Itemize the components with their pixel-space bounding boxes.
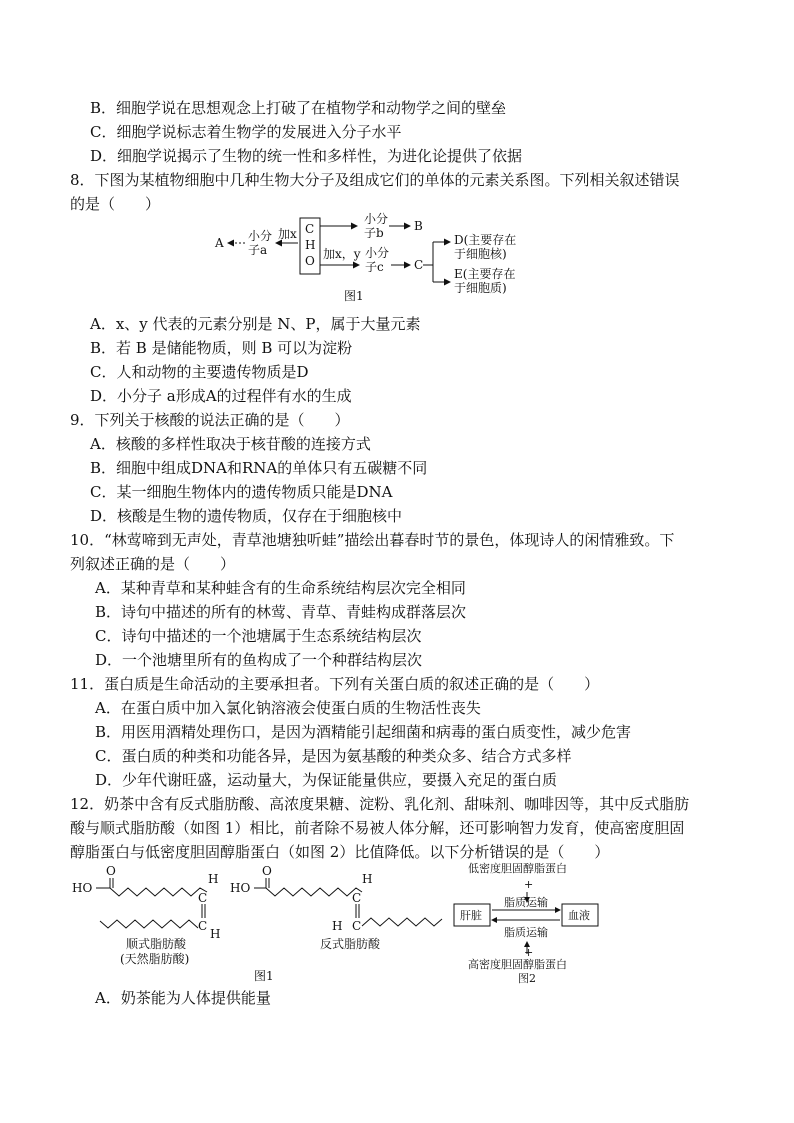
- q12-ldl-label: 低密度胆固醇脂蛋白: [468, 862, 567, 875]
- q8-small-a-1: 小分: [248, 229, 273, 243]
- q12-trans-C2: C: [352, 919, 362, 933]
- q12-fatty-acid-figure: [70, 866, 450, 984]
- q12-trans-H1: H: [362, 872, 373, 886]
- q12-plus-bottom: +: [524, 946, 534, 959]
- q8-label-D-1: D(主要存在: [454, 233, 517, 247]
- q12-liver-label: 肝脏: [460, 909, 482, 922]
- q11-option-c: C．蛋白质的种类和功能各异，是因为氨基酸的种类众多、结合方式多样: [95, 747, 572, 765]
- q8-small-a-2: 子a: [248, 243, 268, 257]
- q8-label-A: A: [215, 236, 224, 250]
- q8-option-c: C．人和动物的主要遗传物质是D: [90, 363, 309, 381]
- q8-H: H: [305, 238, 316, 252]
- q8-O: O: [305, 254, 315, 268]
- q8-add-xy: 加x，y: [323, 247, 361, 261]
- q12-hdl-label: 高密度胆固醇脂蛋白: [468, 958, 567, 971]
- q8-option-b: B．若 B 是储能物质，则 B 可以为淀粉: [90, 339, 353, 357]
- q8-option-d: D．小分子 a形成A的过程伴有水的生成: [90, 387, 352, 405]
- q10-option-b: B．诗句中描述的所有的林莺、青草、青蛙构成群落层次: [95, 603, 467, 621]
- q10-option-a: A．某种青草和某种蛙含有的生命系统结构层次完全相同: [95, 579, 466, 597]
- q12-cis-HO: HO: [72, 881, 93, 895]
- q9-option-c: C．某一细胞生物体内的遗传物质只能是DNA: [90, 483, 393, 501]
- q9-option-b: B．细胞中组成DNA和RNA的单体只有五碳糖不同: [90, 459, 428, 477]
- q12-cis-label-1: 顺式脂肪酸: [126, 937, 187, 951]
- q8-label-C: C: [414, 258, 424, 272]
- q10-stem-line1: 10．“林莺啼到无声处，青草池塘独听蛙”描绘出暮春时节的景色，体现诗人的闲情雅致。下: [70, 531, 675, 549]
- q8-label-B: B: [414, 219, 423, 233]
- q8-small-b-1: 小分: [364, 212, 389, 226]
- q8-add-x: 加x: [278, 227, 297, 241]
- q8-figure-caption: 图1: [344, 289, 364, 303]
- q12-lipid-transport-top: 脂质运输: [504, 896, 548, 909]
- q7-option-c: C．细胞学说标志着生物学的发展进入分子水平: [90, 123, 402, 141]
- q9-option-d: D．核酸是生物的遗传物质，仅存在于细胞核中: [90, 507, 403, 525]
- q8-stem-line1: 8．下图为某植物细胞中几种生物大分子及组成它们的单体的元素关系图。下列相关叙述错误: [70, 171, 680, 189]
- q12-trans-H2: H: [332, 919, 343, 933]
- q12-stem-line1: 12．奶茶中含有反式脂肪酸、高浓度果糖、淀粉、乳化剂、甜味剂、咖啡因等，其中反式脂肪: [70, 795, 690, 813]
- q12-cis-O: O: [106, 866, 116, 878]
- q8-label-D-2: 于细胞核): [454, 247, 507, 261]
- q10-option-c: C．诗句中描述的一个池塘属于生态系统结构层次: [95, 627, 422, 645]
- q8-label-E-2: 于细胞质): [454, 281, 507, 295]
- q12-option-a: A．奶茶能为人体提供能量: [95, 989, 271, 1007]
- q12-cis-H2: H: [210, 927, 221, 941]
- q8-option-a: A．x、y 代表的元素分别是 N、P，属于大量元素: [90, 315, 421, 333]
- q9-option-a: A．核酸的多样性取决于核苷酸的连接方式: [90, 435, 371, 453]
- q12-cis-chain-upper: [110, 888, 207, 896]
- q10-stem-line2: 列叙述正确的是（ ）: [70, 555, 236, 573]
- q8-label-E-1: E(主要存在: [454, 267, 516, 281]
- q8-small-c-1: 小分: [365, 246, 390, 260]
- q8-small-c-2: 子c: [365, 260, 384, 274]
- q10-option-d: D．一个池塘里所有的鱼构成了一个种群结构层次: [95, 651, 423, 669]
- q12-trans-HO: HO: [230, 881, 251, 895]
- q8-element-relationship-diagram: [210, 212, 550, 307]
- q9-stem: 9．下列关于核酸的说法正确的是（ ）: [70, 411, 350, 429]
- q11-option-a: A．在蛋白质中加入氯化钠溶液会使蛋白质的生物活性丧失: [95, 699, 481, 717]
- q12-fig2-caption: 图2: [518, 972, 536, 985]
- q12-lipid-transport-bottom: 脂质运输: [504, 926, 548, 939]
- q8-stem-line2: 的是（ ）: [70, 195, 161, 213]
- q8-small-b-2: 子b: [364, 226, 384, 240]
- q11-stem: 11．蛋白质是生命活动的主要承担者。下列有关蛋白质的叙述正确的是（ ）: [70, 675, 600, 693]
- q12-blood-label: 血液: [568, 909, 590, 922]
- q12-cis-chain-lower: [100, 920, 198, 928]
- q12-trans-label: 反式脂肪酸: [320, 937, 381, 951]
- q12-trans-C1: C: [352, 891, 362, 905]
- q12-plus-top: +: [524, 878, 534, 891]
- q12-cis-C2: C: [198, 919, 208, 933]
- q11-option-b: B．用医用酒精处理伤口，是因为酒精能引起细菌和病毒的蛋白质变性，减少危害: [95, 723, 632, 741]
- q12-trans-chain-lower: [362, 918, 442, 926]
- q12-lipoprotein-diagram: [452, 858, 602, 986]
- q12-fig1-caption: 图1: [254, 969, 274, 983]
- q12-cis-C1: C: [198, 891, 208, 905]
- q12-cis-label-2: (天然脂肪酸): [120, 952, 190, 966]
- q8-C: C: [305, 222, 315, 236]
- q7-option-d: D．细胞学说揭示了生物的统一性和多样性，为进化论提供了依据: [90, 147, 523, 165]
- q7-option-b: B．细胞学说在思想观念上打破了在植物学和动物学之间的壁垒: [90, 99, 507, 117]
- q11-option-d: D．少年代谢旺盛，运动量大，为保证能量供应，要摄入充足的蛋白质: [95, 771, 558, 789]
- q12-trans-chain-upper: [266, 888, 362, 896]
- q12-stem-line3: 醇脂蛋白与低密度胆固醇脂蛋白（如图 2）比值降低。以下分析错误的是（ ）: [70, 843, 610, 861]
- q12-trans-O: O: [262, 866, 272, 878]
- q12-stem-line2: 酸与顺式脂肪酸（如图 1）相比，前者除不易被人体分解，还可影响智力发育，使高密度胆固: [70, 819, 685, 837]
- q12-cis-H1: H: [208, 872, 219, 886]
